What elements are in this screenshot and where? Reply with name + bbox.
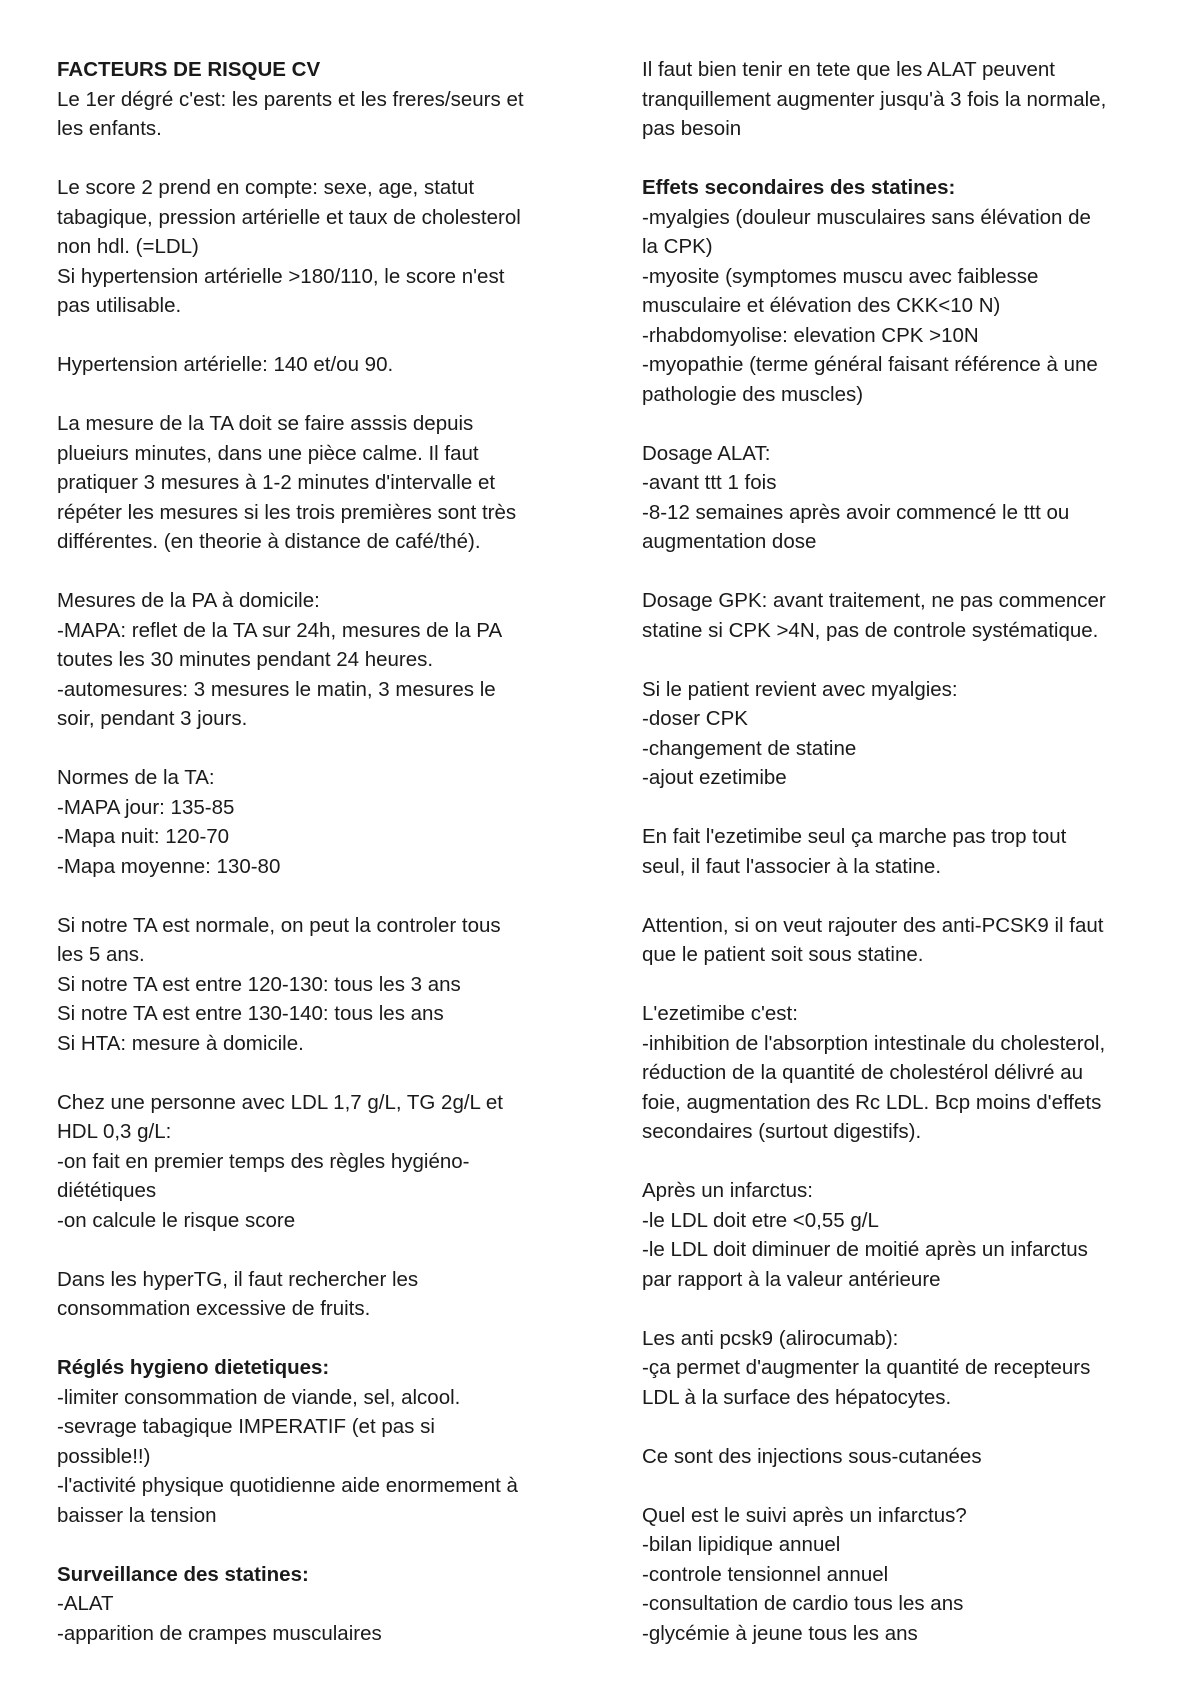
text-line: Chez une personne avec LDL 1,7 g/L, TG 2g/L et [57,1090,503,1114]
section-heading: FACTEURS DE RISQUE CV [57,58,321,81]
text-line: -myalgies (douleur musculaires sans élévation de [642,205,1091,229]
text-line: -doser CPK [642,707,748,730]
text-line: Ce sont des injections sous-cutanées [642,1444,982,1468]
text-line: -automesures: 3 mesures le matin, 3 mesures le [57,677,496,701]
paragraph [642,1442,1162,1472]
text-line: que le patient soit sous statine. [642,943,924,966]
text-line: -glycémie à jeune tous les ans [642,1621,918,1645]
text-line: -sevrage tabagique IMPERATIF (et pas si [57,1415,435,1438]
paragraph [642,1324,1162,1413]
text-line: consommation excessive de fruits. [57,1297,371,1320]
paragraph [57,911,577,1059]
paragraph [57,586,577,734]
text-line: -inhibition de l'absorption intestinale du cholesterol, [642,1031,1106,1055]
text-line: -on calcule le risque score [57,1208,296,1232]
text-line: Si le patient revient avec myalgies: [642,677,958,701]
text-line: En fait l'ezetimibe seul ça marche pas trop tout [642,825,1067,848]
text-line: Attention, si on veut rajouter des anti-PCSK9 il faut [642,913,1104,937]
text-line: Dosage GPK: avant traitement, ne pas commencer [642,589,1106,612]
text-line: Les anti pcsk9 (alirocumab): [642,1326,899,1350]
text-line: pas besoin [642,117,742,140]
paragraph [642,675,1162,793]
text-line: augmentation dose [642,530,817,553]
text-line: les enfants. [57,117,162,140]
text-line: musculaire et élévation des CKK<10 N) [642,294,1001,317]
text-line: -le LDL doit etre <0,55 g/L [642,1208,879,1232]
text-line: par rapport à la valeur antérieure [642,1267,941,1291]
text-line: -on fait en premier temps des règles hygiéno- [57,1149,470,1173]
text-line: seul, il faut l'associer à la statine. [642,854,942,878]
text-line: -ajout ezetimibe [642,766,787,789]
text-line: -myosite (symptomes muscu avec faiblesse [642,264,1039,288]
paragraph [57,1265,577,1324]
text-line: pas utilisable. [57,294,182,317]
paragraph [57,55,577,144]
text-line: -avant ttt 1 fois [642,471,777,494]
paragraph [642,55,1162,144]
text-line: Normes de la TA: [57,766,215,789]
text-line: la CPK) [642,235,713,258]
paragraph [642,822,1162,881]
text-line: Dosage ALAT: [642,441,771,465]
text-line: HDL 0,3 g/L: [57,1120,172,1143]
text-line: baisser la tension [57,1503,217,1527]
text-line: possible!!) [57,1444,151,1468]
text-line: Si notre TA est normale, on peut la controler tous [57,913,501,937]
text-line: -changement de statine [642,736,857,760]
left-column [57,55,577,1678]
text-line: toutes les 30 minutes pendant 24 heures. [57,648,434,671]
paragraph [642,173,1162,409]
text-line: Quel est le suivi après un infarctus? [642,1503,967,1527]
text-line: diététiques [57,1179,157,1202]
text-line: Si notre TA est entre 120-130: tous les 3 ans [57,972,461,996]
text-line: pratiquer 3 mesures à 1-2 minutes d'intervalle et [57,471,496,494]
text-line: -bilan lipidique annuel [642,1533,841,1556]
text-line: soir, pendant 3 jours. [57,707,248,730]
text-line: réduction de la quantité de cholestérol délivré au [642,1061,1084,1084]
text-line: Le score 2 prend en compte: sexe, age, statut [57,176,475,199]
text-line: -MAPA: reflet de la TA sur 24h, mesures de la PA [57,618,503,642]
section-heading: Effets secondaires des statines: [642,176,956,199]
text-line: tranquillement augmenter jusqu'à 3 fois la normale, [642,87,1107,111]
text-line: -rhabdomyolise: elevation CPK >10N [642,323,979,347]
text-line: -le LDL doit diminuer de moitié après un infarctus [642,1238,1088,1261]
text-line: statine si CPK >4N, pas de controle systématique. [642,618,1099,642]
paragraph [642,1501,1162,1649]
text-line: Le 1er dégré c'est: les parents et les freres/seurs et [57,87,524,111]
text-line: -Mapa nuit: 120-70 [57,825,230,848]
text-line: -apparition de crampes musculaires [57,1621,382,1645]
paragraph [57,1353,577,1530]
text-line: Mesures de la PA à domicile: [57,589,320,612]
text-line: Si hypertension artérielle >180/110, le score n'est [57,264,505,288]
paragraph [642,439,1162,557]
text-line: -ça permet d'augmenter la quantité de recepteurs [642,1356,1091,1379]
text-line: tabagique, pression artérielle et taux de cholesterol [57,205,521,229]
text-line: -controle tensionnel annuel [642,1562,889,1586]
text-line: Si HTA: mesure à domicile. [57,1031,304,1055]
text-line: -consultation de cardio tous les ans [642,1592,964,1615]
text-line: Hypertension artérielle: 140 et/ou 90. [57,353,394,376]
text-line: Après un infarctus: [642,1179,813,1202]
paragraph [57,173,577,321]
text-line: LDL à la surface des hépatocytes. [642,1385,952,1409]
section-heading: Réglés hygieno dietetiques: [57,1356,330,1379]
text-line: -MAPA jour: 135-85 [57,795,235,819]
paragraph [57,1560,577,1649]
text-line: Il faut bien tenir en tete que les ALAT peuvent [642,58,1055,81]
section-heading: Surveillance des statines: [57,1562,309,1586]
paragraph [57,350,577,380]
text-line: -myopathie (terme général faisant référence à une [642,353,1098,376]
paragraph [642,911,1162,970]
paragraph [57,763,577,881]
text-line: secondaires (surtout digestifs). [642,1120,922,1143]
text-line: La mesure de la TA doit se faire asssis depuis [57,412,474,435]
text-line: Dans les hyperTG, il faut rechercher les [57,1267,419,1291]
text-line: L'ezetimibe c'est: [642,1002,798,1025]
text-line: foie, augmentation des Rc LDL. Bcp moins d'effets [642,1090,1102,1114]
text-line: -Mapa moyenne: 130-80 [57,854,281,878]
paragraph [642,1176,1162,1294]
text-line: -8-12 semaines après avoir commencé le ttt ou [642,500,1070,524]
text-line: Si notre TA est entre 130-140: tous les ans [57,1002,444,1025]
paragraph [642,586,1162,645]
paragraph [57,1088,577,1236]
text-line: plueiurs minutes, dans une pièce calme. Il faut [57,441,479,465]
text-line: -ALAT [57,1592,114,1615]
paragraph [642,999,1162,1147]
text-line: pathologie des muscles) [642,382,864,406]
text-line: -limiter consommation de viande, sel, alcool. [57,1385,461,1409]
text-line: -l'activité physique quotidienne aide enormement à [57,1474,518,1497]
paragraph [57,409,577,557]
text-line: répéter les mesures si les trois premières sont très [57,500,517,524]
text-line: non hdl. (=LDL) [57,235,199,258]
text-line: les 5 ans. [57,943,145,966]
text-line: différentes. (en theorie à distance de café/thé). [57,530,481,553]
right-column [642,55,1162,1678]
